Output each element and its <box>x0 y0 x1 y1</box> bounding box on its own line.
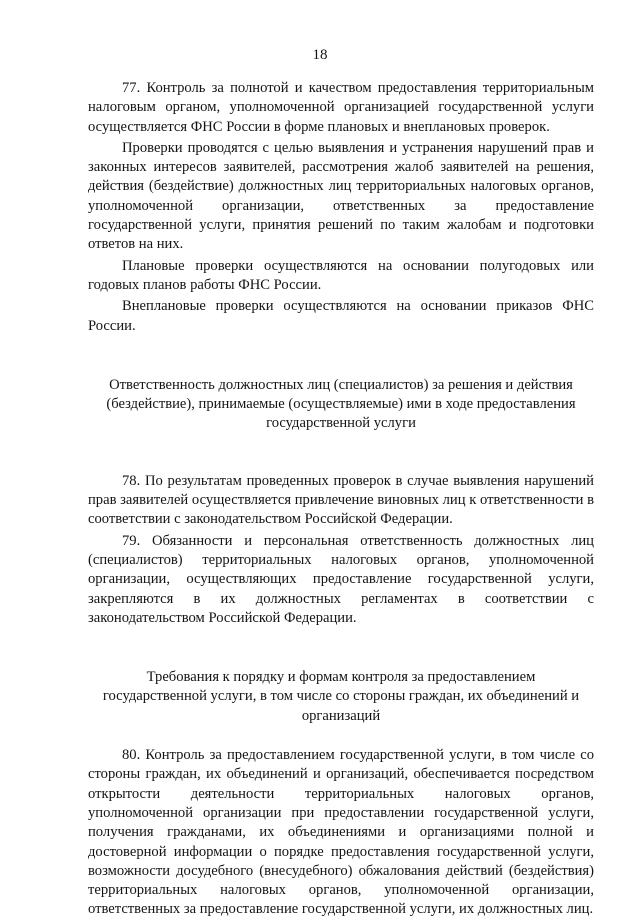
paragraph-77-checks: Проверки проводятся с целью выявления и устранения нарушений прав и законных интересов заявителей, рассмотрения жалоб заявителей на решения, действия (бездействие) должностных лиц территориальных налоговых органов, уполномоченной организации, ответственных за предоставление государственной услуги, принятия решений по таким жалобам и подготовки ответов на них. <box>88 139 594 253</box>
paragraph-80: 80. Контроль за предоставлением государственной услуги, в том числе со стороны граждан, их объединений и организаций, обеспечивается посредством открытости деятельности территориальных налоговых органов, уполномоченной организации при предоставлении государственной услуги, получения гражданами, их объединениями и организациями полной и достоверной информации о порядке предоставления государственной услуги, возможности досудебного (внесудебного) обжалования действий (бездействия) территориальных налоговых органов, уполномоченной организации, ответственных за предоставление государственной услуги, их должностных лиц. <box>88 747 594 918</box>
section-heading-control-requirements: Требования к порядку и формам контроля за предоставлением государственной услуги, в том числе со стороны граждан, их объединений и организаций <box>102 669 580 724</box>
page-number: 18 <box>312 47 328 63</box>
document-body <box>88 79 594 920</box>
section-heading-responsibility: Ответственность должностных лиц (специалистов) за решения и действия (бездействие), принимаемые (осуществляемые) ими в ходе предоставления государственной услуги <box>106 376 576 432</box>
paragraph-79: 79. Обязанности и персональная ответственность должностных лиц (специалистов) территориальных налоговых органов, уполномоченной организации, осуществляющих предоставление государственной услуги, закрепляются в их должностных регламентах в соответствии с законодательством Российской Федерации. <box>88 532 594 626</box>
paragraph-77: 77. Контроль за полнотой и качеством предоставления территориальным налоговым органом, уполномоченной организацией государственной услуги осуществляется ФНС России в форме плановых и внеплановых проверок. <box>88 80 594 135</box>
paragraph-77-planned: Плановые проверки осуществляются на основании полугодовых или годовых планов работы ФНС России. <box>88 257 594 293</box>
paragraph-77-unplanned: Внеплановые проверки осуществляются на основании приказов ФНС России. <box>88 298 594 334</box>
paragraph-78: 78. По результатам проведенных проверок в случае выявления нарушений прав заявителей осуществляется привлечение виновных лиц к ответственности в соответствии с законодательством Российской Федерации. <box>88 472 594 528</box>
